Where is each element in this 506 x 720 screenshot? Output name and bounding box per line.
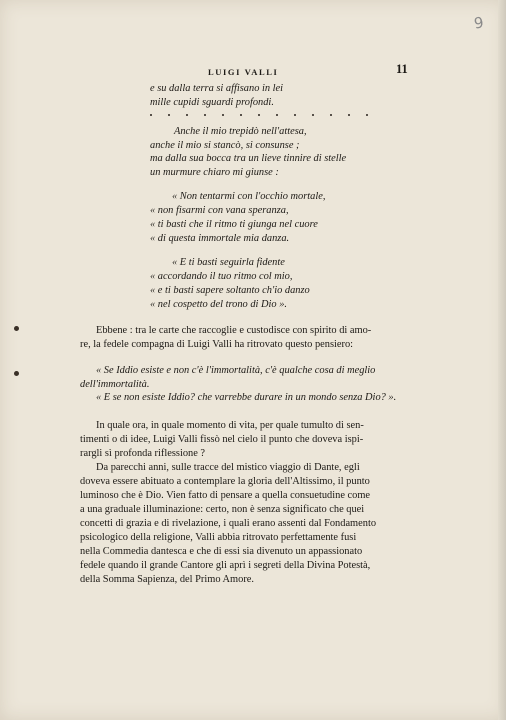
page-edge: [498, 0, 506, 720]
quote-line: « Se Iddio esiste e non c'è l'immortalità, c'è qualche cosa di meglio: [96, 365, 376, 376]
page-number: 11: [396, 62, 408, 76]
body-line: timenti o di idee, Luigi Valli fissò nel cielo il punto che doveva ispi-: [80, 434, 364, 445]
binding-hole-mark: [14, 326, 19, 331]
body-line: concetti di grazia e di rivelazione, i quali erano assenti dal Fondamento: [80, 518, 377, 529]
poem-line: e su dalla terra si affisano in lei: [150, 83, 284, 94]
handwritten-page-number: 9: [472, 13, 485, 33]
poem-line: mille cupidi sguardi profondi.: [150, 97, 274, 108]
body-line: re, la fedele compagna di Luigi Valli ha ritrovato questo pensiero:: [80, 339, 354, 350]
poem-line: un murmure chiaro mi giunse :: [150, 167, 279, 178]
poem-line: « E ti basti seguirla fidente: [172, 257, 285, 268]
body-line: nella Commedia dantesca e che di essi sia divenuto un appassionato: [80, 546, 363, 557]
body-line: a una graduale illuminazione: certo, non è senza significato che quei: [80, 504, 365, 515]
body-line: fedele quando il grande Cantore gli aprì i segreti della Divina Potestà,: [80, 560, 371, 571]
running-header-author: LUIGI VALLI: [208, 67, 279, 77]
poem-line: Anche il mio trepidò nell'attesa,: [174, 126, 307, 137]
body-line: rargli sì profonda riflessione ?: [80, 448, 206, 459]
body-line: In quale ora, in quale momento di vita, per quale tumulto di sen-: [96, 420, 364, 431]
poem-line: « e ti basti sapere soltanto ch'io danzo: [150, 285, 310, 296]
poem-line: « non fisarmi con vana speranza,: [150, 205, 289, 216]
body-line: doveva essere abituato a contemplare la gloria dell'Altissimo, il punto: [80, 476, 370, 487]
body-line: della Somma Sapienza, del Primo Amore.: [80, 574, 255, 585]
quote-line: « E se non esiste Iddio? che varrebbe durare in un mondo senza Dio? ».: [96, 392, 397, 403]
body-line: Da parecchi anni, sulle tracce del mistico viaggio di Dante, egli: [96, 462, 360, 473]
body-line: Ebbene : tra le carte che raccoglie e custodisce con spirito di amo-: [96, 325, 372, 336]
poem-line: « Non tentarmi con l'occhio mortale,: [172, 191, 326, 202]
binding-hole-mark: [14, 371, 19, 376]
poem-line: « di questa immortale mia danza.: [150, 233, 290, 244]
poem-line: « accordando il tuo ritmo col mio,: [150, 271, 293, 282]
body-line: luminoso che è Dio. Vien fatto di pensare a quella consuetudine come: [80, 490, 371, 501]
ellipsis-separator: [150, 114, 368, 120]
quote-line: dell'immortalità.: [80, 379, 150, 390]
poem-line: « ti basti che il ritmo ti giunga nel cuore: [150, 219, 318, 230]
body-line: psicologico della religione, Valli abbia ritrovato perfettamente fusi: [80, 532, 357, 543]
poem-line: anche il mio si stancò, si consunse ;: [150, 140, 300, 151]
poem-line: ma dalla sua bocca tra un lieve tinnire di stelle: [150, 153, 347, 164]
poem-line: « nel cospetto del trono di Dio ».: [150, 299, 287, 310]
